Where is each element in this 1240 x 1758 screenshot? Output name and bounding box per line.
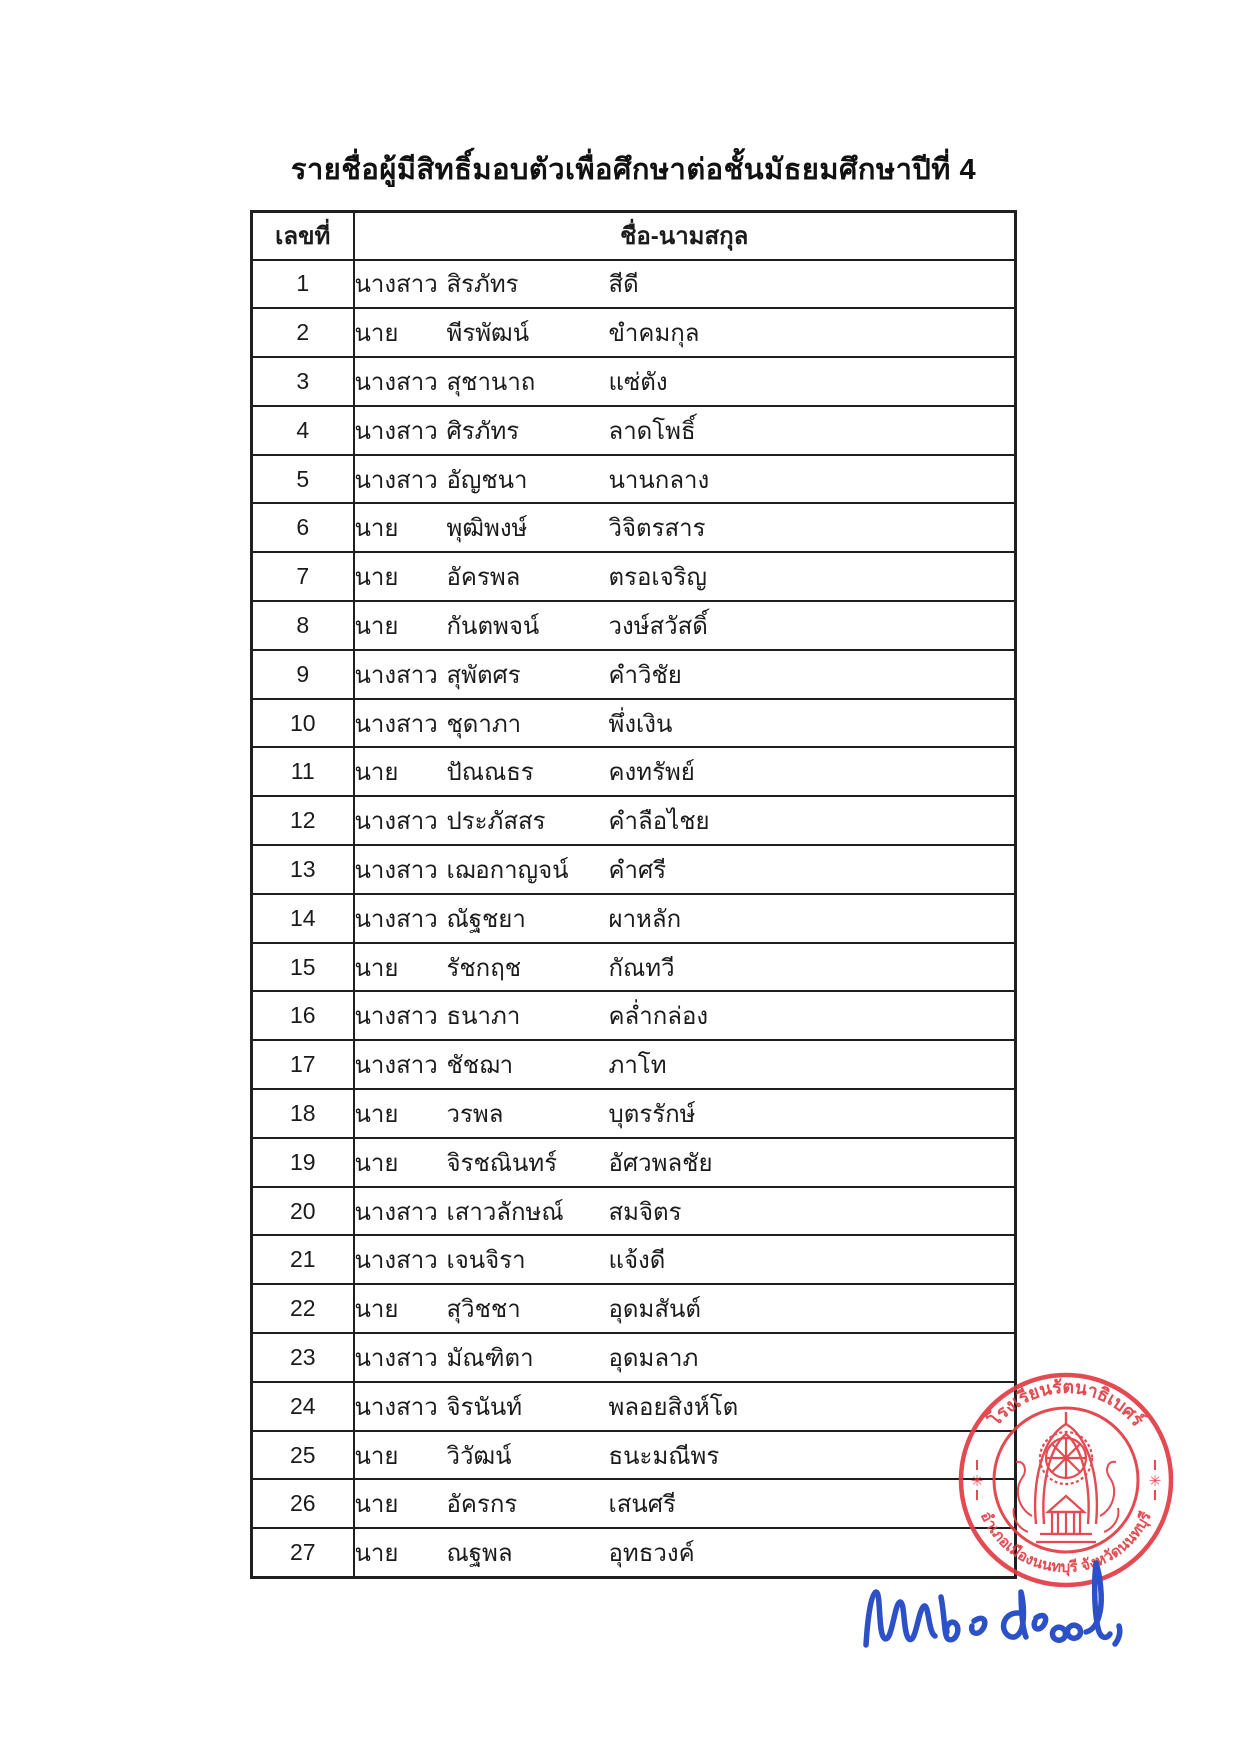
row-number: 4 [252,406,354,455]
name-prefix: นางสาว [354,1198,438,1226]
first-name: สุชานาถ [446,368,536,396]
stamp-emblem-chakra [1040,1432,1092,1484]
table-row [252,260,1016,309]
row-number: 27 [252,1528,354,1577]
row-number: 24 [252,1382,354,1431]
last-name: นานกลาง [608,466,710,494]
row-number: 16 [252,991,354,1040]
last-name: คำลือไชย [608,808,710,836]
name-cell [354,1333,1016,1382]
table-header-row [252,212,1016,260]
name-cell [354,1040,1016,1089]
header-number-label: เลขที่ [275,223,331,251]
name-cell [354,1089,1016,1138]
student-table-body [252,260,1016,1578]
table-row [252,1431,1016,1480]
name-prefix: นาย [354,1296,399,1324]
table-row [252,1187,1016,1236]
first-name: เฌอกาญจน์ [446,856,569,884]
row-number: 13 [252,845,354,894]
last-name: ธนะมณีพร [608,1442,720,1470]
row-number: 23 [252,1333,354,1382]
last-name: กัณทวี [608,954,675,982]
name-cell [354,1431,1016,1480]
first-name: อัครกร [446,1491,518,1519]
name-cell [354,406,1016,455]
header-cell-number [252,212,354,260]
name-cell [354,1187,1016,1236]
row-number: 8 [252,601,354,650]
name-cell [354,1479,1016,1528]
last-name: สมจิตร [608,1198,682,1226]
table-row [252,1089,1016,1138]
table-row [252,503,1016,552]
first-name: ศิรภัทร [446,417,520,445]
last-name: ขำคมกุล [608,320,700,348]
school-stamp [948,1366,1184,1594]
name-cell [354,357,1016,406]
name-cell [354,796,1016,845]
name-prefix: นางสาว [354,1247,438,1275]
last-name: อุดมลาภ [608,1344,699,1372]
first-name: อัญชนา [446,466,528,494]
first-name: มัณฑิตา [446,1344,534,1372]
name-cell [354,699,1016,748]
name-prefix: นาย [354,612,399,640]
name-cell [354,1138,1016,1187]
name-cell [354,991,1016,1040]
name-prefix: นาย [354,564,399,592]
name-prefix: นาย [354,515,399,543]
name-cell [354,943,1016,992]
last-name: ตรอเจริญ [608,564,707,592]
first-name: วิวัฒน์ [446,1442,512,1470]
row-number: 18 [252,1089,354,1138]
name-prefix: นาย [354,954,399,982]
table-row [252,845,1016,894]
last-name: คล่ำกล่อง [608,1003,709,1031]
table-row [252,796,1016,845]
table-row [252,991,1016,1040]
last-name: อัศวพลชัย [608,1149,713,1177]
table-row [252,894,1016,943]
first-name: ปัณณธร [446,759,534,787]
last-name: คงทรัพย์ [608,759,695,787]
table-row [252,455,1016,504]
stamp-district-text: อำเภอเมืองนนทบุรี จังหวัดนนทบุรี [976,1508,1155,1577]
first-name: ณัฐชยา [446,905,526,933]
table-row [252,943,1016,992]
name-cell [354,747,1016,796]
first-name: รัชกฤช [446,954,522,982]
name-cell [354,845,1016,894]
first-name: พีรพัฒน์ [446,320,530,348]
row-number: 12 [252,796,354,845]
first-name: ชุดาภา [446,710,522,738]
row-number: 15 [252,943,354,992]
first-name: สิรภัทร [446,271,519,299]
table-row [252,1235,1016,1284]
name-cell [354,1382,1016,1431]
last-name: วงษ์สวัสดิ์ [608,612,708,640]
name-cell [354,650,1016,699]
last-name: เสนศรี [608,1491,676,1519]
name-cell [354,1235,1016,1284]
first-name: อัครพล [446,564,521,592]
table-row [252,552,1016,601]
first-name: ณฐพล [446,1539,513,1567]
first-name: สุวิชชา [446,1296,521,1324]
last-name: วิจิตรสาร [608,515,706,543]
table-row [252,699,1016,748]
name-cell [354,894,1016,943]
first-name: สุพัตศร [446,661,521,689]
table-row [252,1528,1016,1577]
last-name: ผาหลัก [608,905,682,933]
name-prefix: นางสาว [354,1393,438,1421]
first-name: กันตพจน์ [446,612,540,640]
row-number: 7 [252,552,354,601]
last-name: คำศรี [608,856,667,884]
table-row [252,1040,1016,1089]
row-number: 21 [252,1235,354,1284]
name-prefix: นางสาว [354,710,438,738]
last-name: คำวิชัย [608,661,682,689]
name-cell [354,260,1016,309]
name-prefix: นาย [354,1149,399,1177]
name-cell [354,308,1016,357]
table-row [252,1138,1016,1187]
first-name: เสาวลักษณ์ [446,1198,564,1226]
header-cell-name [354,212,1016,260]
name-prefix: นางสาว [354,856,438,884]
stamp-emblem-base [1036,1496,1096,1542]
name-prefix: นางสาว [354,368,438,396]
name-prefix: นางสาว [354,1052,438,1080]
name-prefix: นาย [354,1539,399,1567]
row-number: 20 [252,1187,354,1236]
first-name: ชัชฌา [446,1052,514,1080]
name-prefix: นางสาว [354,417,438,445]
last-name: พึ่งเงิน [608,710,673,738]
table-row [252,650,1016,699]
row-number: 3 [252,357,354,406]
name-prefix: นาย [354,320,399,348]
table-row [252,308,1016,357]
page-title: รายชื่อผู้มีสิทธิ์มอบตัวเพื่อศึกษาต่อชั้นมัธยมศึกษาปีที่ 4 [290,154,977,186]
table-row [252,747,1016,796]
row-number: 2 [252,308,354,357]
name-prefix: นางสาว [354,905,438,933]
last-name: ลาดโพธิ์ [608,417,696,445]
name-prefix: นางสาว [354,661,438,689]
first-name: ธนาภา [446,1003,521,1031]
row-number: 10 [252,699,354,748]
stamp-rings [961,1375,1171,1585]
table-row [252,1382,1016,1431]
row-number: 11 [252,747,354,796]
row-number: 22 [252,1284,354,1333]
name-cell [354,503,1016,552]
table-row [252,1333,1016,1382]
row-number: 26 [252,1479,354,1528]
row-number: 14 [252,894,354,943]
first-name: จิรนันท์ [446,1393,523,1421]
first-name: พุฒิพงษ์ [446,515,528,543]
first-name: ประภัสสร [446,808,546,836]
name-cell [354,455,1016,504]
last-name: ภาโท [608,1052,667,1080]
name-cell [354,1528,1016,1577]
stamp-right-star-icon: ✳ [1148,1473,1162,1490]
row-number: 25 [252,1431,354,1480]
table-row [252,1479,1016,1528]
table-row [252,601,1016,650]
row-number: 1 [252,260,354,309]
name-prefix: นาย [354,759,399,787]
row-number: 9 [252,650,354,699]
first-name: วรพล [446,1100,504,1128]
row-number: 19 [252,1138,354,1187]
last-name: อุดมสันต์ [608,1296,701,1324]
stamp-school-name-text: โรงเรียนรัตนาธิเบศร์ [984,1376,1148,1431]
header-name-label: ชื่อ-นามสกุล [620,223,749,251]
stamp-left-star-icon: ✳ [970,1473,984,1490]
row-number: 17 [252,1040,354,1089]
last-name: สีดี [608,271,639,299]
table-row [252,406,1016,455]
name-cell [354,1284,1016,1333]
name-cell [354,552,1016,601]
first-name: เจนจิรา [446,1247,526,1275]
last-name: แซ่ตัง [608,368,668,396]
name-prefix: นางสาว [354,271,438,299]
table-row [252,357,1016,406]
name-prefix: นางสาว [354,808,438,836]
student-roster-table [250,210,1017,1579]
last-name: อุทธวงค์ [608,1539,695,1567]
last-name: พลอยสิงห์โต [608,1393,739,1421]
name-prefix: นางสาว [354,1003,438,1031]
last-name: บุตรรักษ์ [608,1100,696,1128]
name-prefix: นาย [354,1100,399,1128]
row-number: 5 [252,455,354,504]
name-prefix: นางสาว [354,1344,438,1372]
first-name: จิรชณินทร์ [446,1149,558,1177]
name-prefix: นางสาว [354,466,438,494]
last-name: แจ้งดี [608,1247,666,1275]
row-number: 6 [252,503,354,552]
table-row [252,1284,1016,1333]
name-prefix: นาย [354,1491,399,1519]
name-prefix: นาย [354,1442,399,1470]
name-cell [354,601,1016,650]
